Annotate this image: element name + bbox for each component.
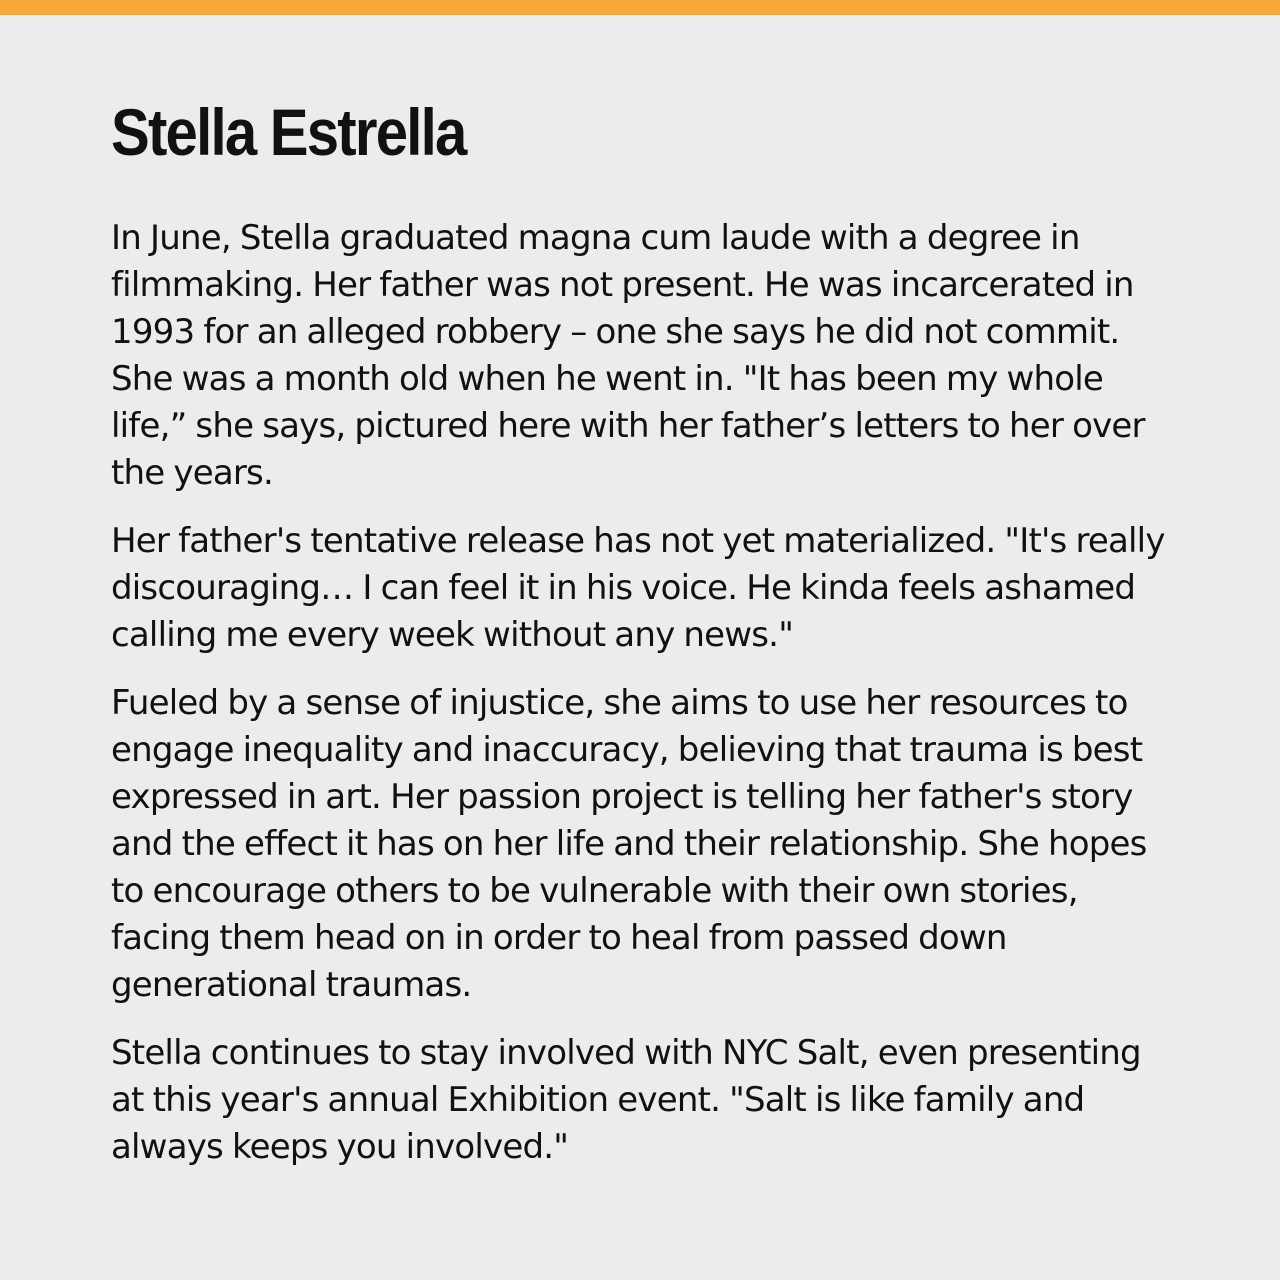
- top-accent-bar: [0, 0, 1280, 15]
- article: [111, 92, 1171, 1192]
- page-title: Stella Estrella: [111, 95, 466, 169]
- article-paragraph-2: Her father's tentative release has not yet materialized. "It's really discouraging… I can feel it in his voice. He kinda feels ashamed calling me every week without any news.": [111, 521, 1165, 655]
- article-paragraph-3: Fueled by a sense of injustice, she aims to use her resources to engage inequality and inaccuracy, believing that trauma is best expressed in art. Her passion project is telling her father's story and the effect it has on her life and their relationship. She hopes to encourage others to be vulnerable with their own stories, facing them head on in order to heal from passed down generational traumas.: [111, 683, 1147, 1005]
- article-paragraph-1: In June, Stella graduated magna cum laude with a degree in filmmaking. Her father was not present. He was incarcerated in 1993 for an alleged robbery – one she says he did not commit. She was a month old when he went in. "It has been my whole life,” she says, pictured here with her father’s letters to her over the years.: [111, 218, 1145, 493]
- article-paragraph-4: Stella continues to stay involved with NYC Salt, even presenting at this year's annual Exhibition event. "Salt is like family and always keeps you involved.": [111, 1033, 1141, 1167]
